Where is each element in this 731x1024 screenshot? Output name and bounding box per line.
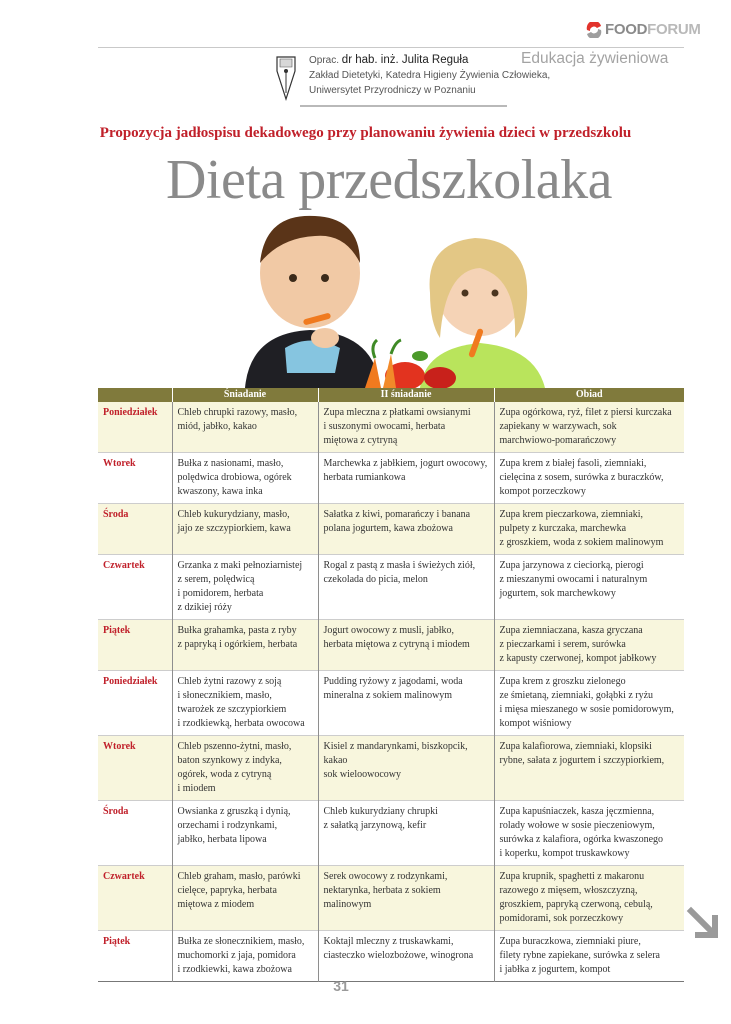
column-header-breakfast: Śniadanie [172, 388, 318, 402]
second-breakfast-cell: Kisiel z mandarynkami, biszkopcik, kakao sok wieloowocowy [318, 736, 494, 801]
food-forum-logo-icon [585, 22, 603, 38]
second-breakfast-cell: Zupa mleczna z płatkami owsianymi i suszonymi owocami, herbata miętowa z cytryną [318, 402, 494, 453]
logo-forum-text: FORUM [647, 21, 701, 38]
day-cell: Poniedziałek [98, 671, 172, 736]
affiliation-line-2: Uniwersytet Przyrodniczy w Poznaniu [309, 85, 476, 96]
lunch-cell: Zupa krem z groszku zielonego ze śmietaną, ziemniaki, gołąbki z ryżu i mięsa mieszanego w sosie pomidorowym, kompot wiśniowy [494, 671, 684, 736]
article-title: Dieta przedszkolaka [165, 149, 613, 211]
header-divider [98, 47, 684, 48]
second-breakfast-cell: Rogal z pastą z masła i świeżych ziół, czekolada do picia, melon [318, 555, 494, 620]
table-row [98, 801, 684, 866]
table-row [98, 555, 684, 620]
lunch-cell: Zupa ogórkowa, ryż, filet z piersi kurczaka zapiekany w warzywach, sok marchwiowo-pomarańczowy [494, 402, 684, 453]
column-header-day [98, 388, 172, 402]
table-row [98, 866, 684, 931]
next-page-arrow-icon[interactable] [685, 905, 721, 941]
lunch-cell: Zupa kapuśniaczek, kasza jęczmienna, rolady wołowe w sosie pieczeniowym, surówka z kalafiora, ogórka kwaszonego i koperku, kompot truskawkowy [494, 801, 684, 866]
day-cell: Piątek [98, 931, 172, 982]
table-header-row [98, 388, 684, 402]
breakfast-cell: Owsianka z gruszką i dynią, orzechami i rodzynkami, jabłko, herbata lipowa [172, 801, 318, 866]
lunch-cell: Zupa jarzynowa z cieciorką, pierogi z mieszanymi owocami i naturalnym jogurtem, sok marchewkowy [494, 555, 684, 620]
table-row [98, 671, 684, 736]
day-cell: Wtorek [98, 736, 172, 801]
day-cell: Środa [98, 801, 172, 866]
lunch-cell: Zupa kalafiorowa, ziemniaki, klopsiki rybne, sałata z jogurtem i szczypiorkiem, [494, 736, 684, 801]
breakfast-cell: Chleb chrupki razowy, masło, miód, jabłko, kakao [172, 402, 318, 453]
menu-table [98, 388, 684, 982]
lunch-cell: Zupa ziemniaczana, kasza gryczana z pieczarkami i serem, surówka z kapusty czerwonej, kompot jabłkowy [494, 620, 684, 671]
breakfast-cell: Bułka ze słonecznikiem, masło, muchomorki z jaja, pomidora i rzodkiewki, kawa zbożowa [172, 931, 318, 982]
article-subtitle: Propozycja jadłospisu dekadowego przy planowaniu żywienia dzieci w przedszkolu [99, 125, 632, 141]
second-breakfast-cell: Jogurt owocowy z musli, jabłko, herbata miętowa z cytryną i miodem [318, 620, 494, 671]
logo-food-text: FOOD [605, 21, 648, 38]
column-header-lunch: Obiad [494, 388, 684, 402]
day-cell: Czwartek [98, 555, 172, 620]
page-number: 31 [333, 978, 349, 994]
breakfast-cell: Grzanka z maki pełnoziarnistej z serem, polędwicą i pomidorem, herbata z dzikiej róży [172, 555, 318, 620]
lunch-cell: Zupa krem z białej fasoli, ziemniaki, cielęcina z sosem, surówka z buraczków, kompot porzeczkowy [494, 453, 684, 504]
second-breakfast-cell: Pudding ryżowy z jagodami, woda mineralna z sokiem malinowym [318, 671, 494, 736]
breakfast-cell: Chleb graham, masło, parówki cielęce, papryka, herbata miętowa z miodem [172, 866, 318, 931]
fountain-pen-icon [273, 55, 299, 101]
table-row [98, 620, 684, 671]
column-header-second-breakfast: II śniadanie [318, 388, 494, 402]
day-cell: Wtorek [98, 453, 172, 504]
affiliation-line-1: Zakład Dietetyki, Katedra Higieny Żywienia Człowieka, [309, 70, 551, 81]
day-cell: Środa [98, 504, 172, 555]
second-breakfast-cell: Koktajl mleczny z truskawkami, ciasteczko wielozbożowe, winogrona [318, 931, 494, 982]
lunch-cell: Zupa krem pieczarkowa, ziemniaki, pulpety z kurczaka, marchewka z groszkiem, woda z sokiem malinowym [494, 504, 684, 555]
lunch-cell: Zupa buraczkowa, ziemniaki piure, filety rybne zapiekane, surówka z selera i jabłka z jogurtem, kompot [494, 931, 684, 982]
breakfast-cell: Chleb żytni razowy z soją i słonecznikiem, masło, twarożek ze szczypiorkiem i rzodkiewką, herbata owocowa [172, 671, 318, 736]
breakfast-cell: Bułka z nasionami, masło, polędwica drobiowa, ogórek kwaszony, kawa inka [172, 453, 318, 504]
table-row [98, 931, 684, 982]
second-breakfast-cell: Sałatka z kiwi, pomarańczy i banana polana jogurtem, kawa zbożowa [318, 504, 494, 555]
table-row [98, 402, 684, 453]
lunch-cell: Zupa krupnik, spaghetti z makaronu razowego z mięsem, włoszczyzną, groszkiem, papryką czerwoną, cebulą, pomidorami, sok porzeczkowy [494, 866, 684, 931]
breakfast-cell: Chleb kukurydziany, masło, jajo ze szczypiorkiem, kawa [172, 504, 318, 555]
author-name: dr hab. inż. Julita Reguła [341, 54, 469, 66]
section-title: Edukacja żywieniowa [521, 50, 669, 67]
author-prefix: Oprac. [309, 55, 340, 66]
author-line [309, 53, 550, 68]
author-block [309, 53, 550, 98]
food-forum-logo [585, 20, 701, 42]
breakfast-cell: Chleb pszenno-żytni, masło, baton szynkowy z indyka, ogórek, woda z cytryną i miodem [172, 736, 318, 801]
table-row [98, 504, 684, 555]
logo-text [605, 21, 701, 38]
second-breakfast-cell: Chleb kukurydziany chrupki z sałatką jarzynową, kefir [318, 801, 494, 866]
day-cell: Czwartek [98, 866, 172, 931]
author-underline [300, 105, 507, 107]
table-row [98, 453, 684, 504]
table-row [98, 736, 684, 801]
day-cell: Piątek [98, 620, 172, 671]
children-photo [225, 208, 555, 388]
day-cell: Poniedziałek [98, 402, 172, 453]
second-breakfast-cell: Marchewka z jabłkiem, jogurt owocowy, herbata rumiankowa [318, 453, 494, 504]
second-breakfast-cell: Serek owocowy z rodzynkami, nektarynka, herbata z sokiem malinowym [318, 866, 494, 931]
breakfast-cell: Bułka grahamka, pasta z ryby z papryką i ogórkiem, herbata [172, 620, 318, 671]
